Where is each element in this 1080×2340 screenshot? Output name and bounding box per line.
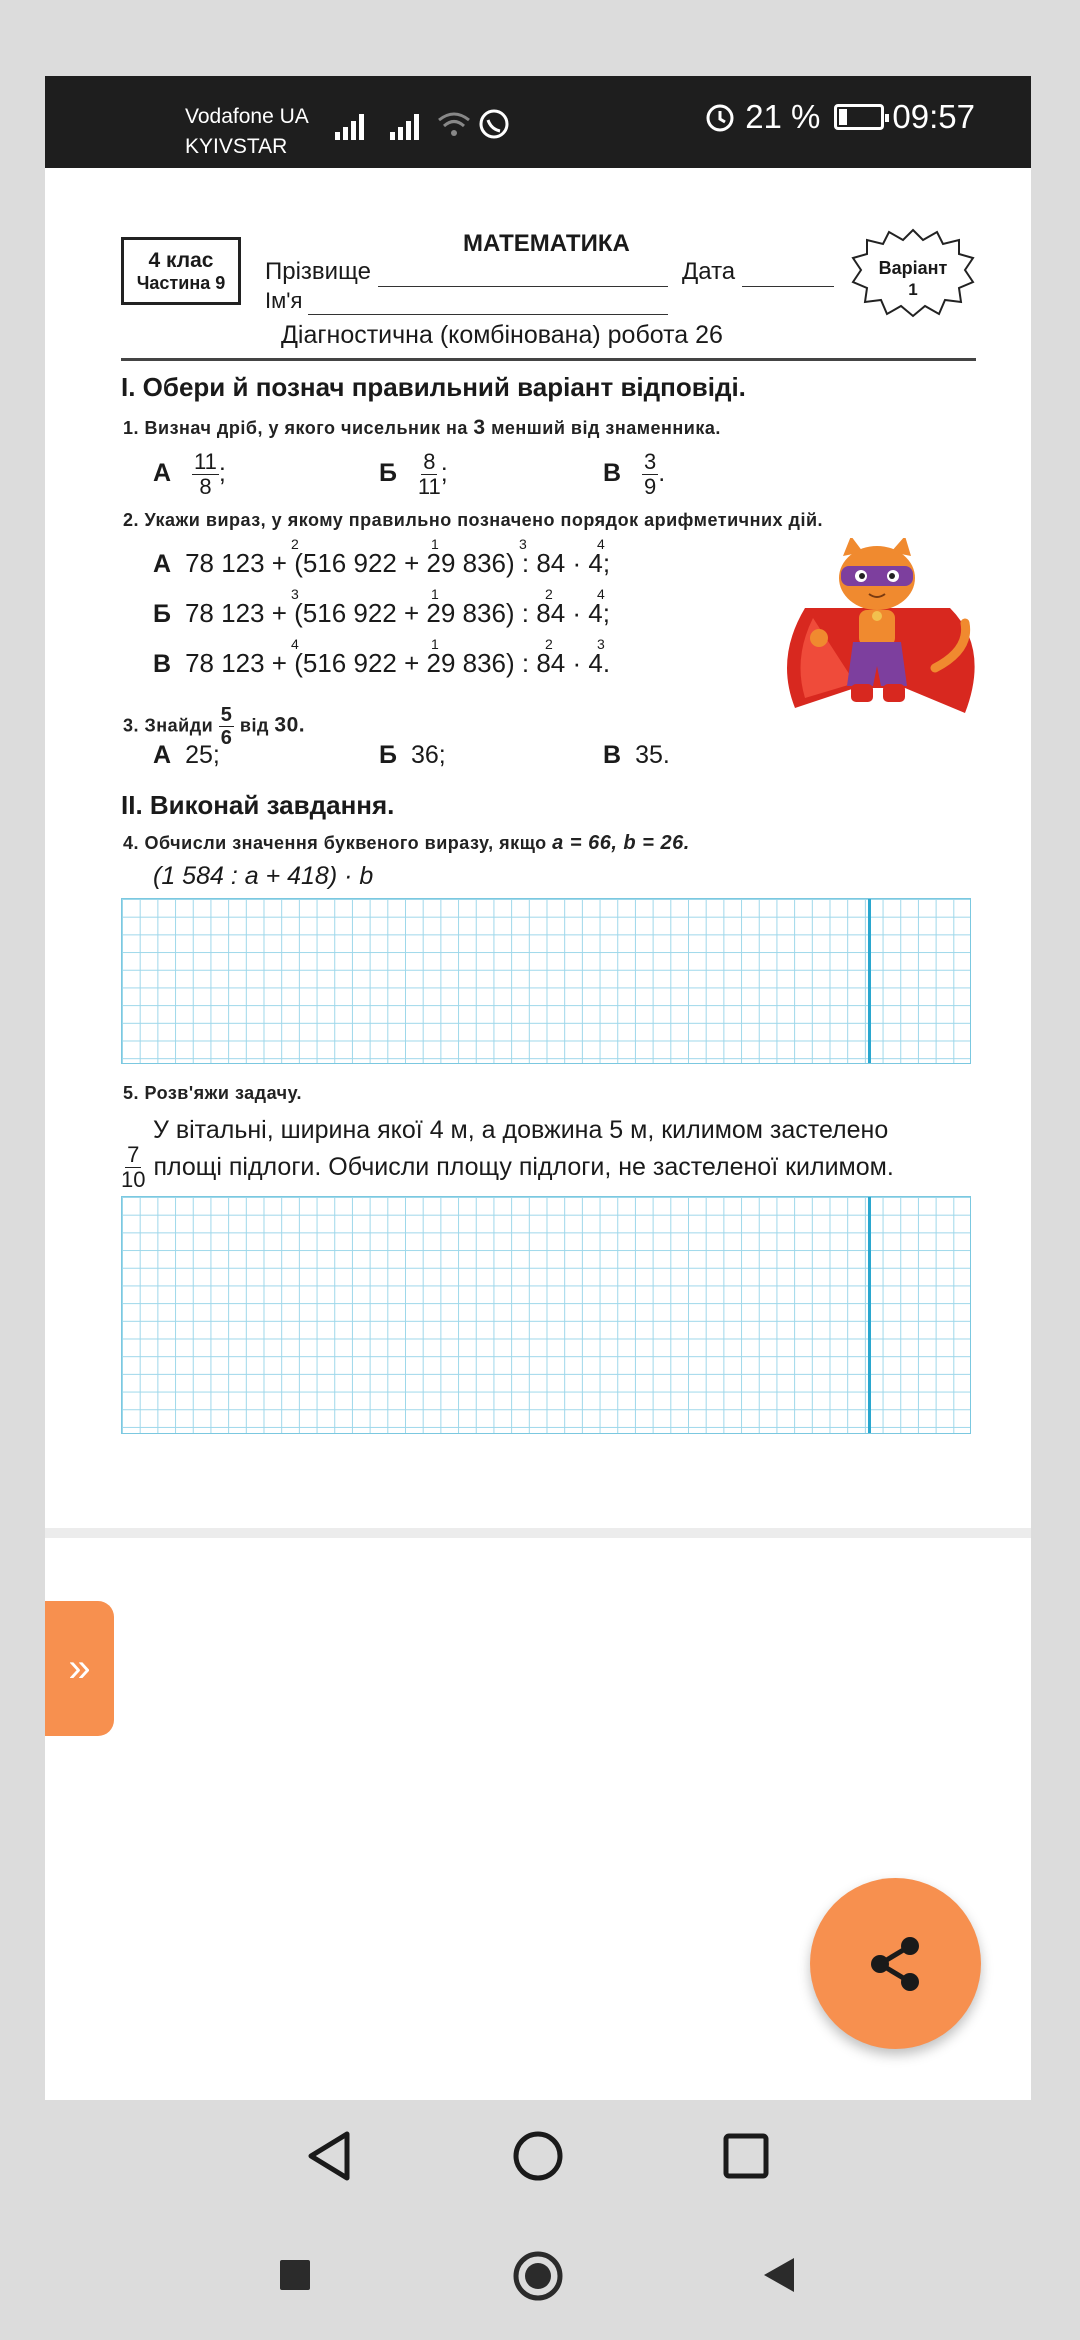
separator: .	[658, 459, 666, 488]
denominator: 6	[220, 727, 233, 749]
order-mark: 4	[291, 636, 299, 652]
home-icon[interactable]	[512, 2130, 564, 2182]
q3-option-c	[603, 741, 670, 770]
order-mark: 1	[431, 536, 439, 552]
q1-option-a	[153, 450, 226, 499]
order-mark: 2	[545, 636, 553, 652]
order-mark: 3	[519, 536, 527, 552]
q1-text: 1. Визнач дріб, у якого чисельник на	[123, 418, 468, 438]
class-box	[121, 237, 241, 305]
q3-option-b	[379, 741, 446, 770]
separator: ;	[440, 459, 448, 488]
signal-2-icon	[390, 114, 426, 140]
q1-bold: 3	[473, 416, 486, 439]
question-5: 5. Розв'яжи задачу.	[123, 1083, 303, 1103]
worksheet-image	[45, 168, 1031, 1528]
q4-expression: (1 584 : a + 418) · b	[153, 862, 374, 890]
surname-field	[265, 258, 668, 287]
order-mark: 3	[597, 636, 605, 652]
q2-option-c	[153, 648, 610, 679]
fraction	[219, 704, 235, 749]
section-2-title: II. Виконай завдання.	[121, 790, 395, 820]
order-mark: 1	[431, 636, 439, 652]
separator: ;	[218, 459, 226, 488]
share-button[interactable]	[810, 1878, 981, 2049]
question-1	[123, 416, 721, 440]
date-field	[682, 258, 834, 287]
denominator: 9	[644, 474, 657, 499]
stop-icon[interactable]	[278, 2258, 312, 2292]
option-value: 35.	[635, 741, 670, 769]
signal-icon	[335, 114, 371, 140]
expression: 78 123 + (516 922 + 29 836) : 84 · 4;	[184, 598, 610, 628]
q1-option-c	[603, 450, 665, 499]
option-letter: В	[603, 741, 622, 769]
option-letter: А	[153, 459, 172, 488]
option-letter: Б	[153, 600, 171, 628]
option-letter: В	[153, 650, 172, 678]
numerator: 8	[423, 449, 436, 474]
chevron-double-right-icon: »	[68, 1646, 91, 1690]
fraction	[121, 1143, 145, 1192]
name-line	[308, 288, 668, 315]
option-letter: Б	[379, 741, 397, 769]
play-back-icon[interactable]	[762, 2256, 796, 2294]
header-rule	[121, 358, 976, 361]
grid-margin-line	[868, 899, 871, 1063]
q1-text2: менший від знаменника.	[491, 418, 721, 438]
option-value: 25;	[185, 741, 220, 769]
viber-icon	[477, 108, 511, 142]
numerator: 5	[220, 704, 233, 726]
order-mark: 3	[291, 586, 299, 602]
question-2: 2. Укажи вираз, у якому правильно позначено порядок арифметичних дій.	[123, 510, 824, 530]
subject-title: МАТЕМАТИКА	[463, 230, 630, 257]
name-field	[265, 288, 668, 315]
alarm-icon	[703, 100, 737, 134]
app-frame	[45, 76, 1031, 2100]
surname-label: Прізвище	[265, 258, 371, 285]
q4-answer-grid[interactable]	[121, 898, 971, 1064]
option-letter: А	[153, 550, 172, 578]
numerator: 11	[194, 449, 217, 474]
variant-label: Варіант	[878, 258, 948, 278]
part-label: Частина 9	[136, 272, 226, 293]
variant-number: 1	[908, 280, 918, 299]
order-mark: 4	[597, 586, 605, 602]
class-label: 4 клас	[148, 248, 214, 272]
order-mark: 1	[431, 586, 439, 602]
section-1-title: I. Обери й познач правильний варіант відповіді.	[121, 372, 746, 402]
carrier-info	[185, 102, 309, 162]
denominator: 11	[417, 474, 441, 499]
fraction	[192, 450, 219, 499]
numerator: 7	[127, 1142, 140, 1167]
record-icon[interactable]	[512, 2250, 564, 2302]
q3-text2: від	[239, 715, 269, 736]
q1-option-b	[379, 450, 448, 499]
question-4	[123, 832, 690, 855]
battery-percent: 21 %	[745, 98, 821, 135]
clock: 09:57	[892, 98, 975, 135]
status-right	[703, 98, 975, 136]
denominator: 10	[121, 1167, 146, 1192]
surname-line	[378, 258, 668, 287]
option-letter: В	[603, 459, 622, 488]
name-label: Ім'я	[265, 288, 303, 313]
fraction	[418, 450, 441, 499]
denominator: 8	[199, 474, 212, 499]
wifi-icon	[437, 110, 471, 140]
carrier-1: Vodafone UA	[185, 105, 309, 128]
q5-line-1: У вітальні, ширина якої 4 м, а довжина 5 м, килимом застелено	[153, 1116, 889, 1144]
numerator: 3	[644, 449, 657, 474]
date-label: Дата	[682, 258, 736, 285]
cat-hero-illustration	[765, 538, 1000, 738]
option-letter: Б	[379, 459, 397, 488]
expression: 78 123 + (516 922 + 29 836) : 84 · 4;	[185, 548, 611, 578]
content-divider	[45, 1528, 1031, 1538]
side-drawer-tab[interactable]	[45, 1601, 114, 1736]
work-title: Діагностична (комбінована) робота 26	[281, 321, 723, 349]
variant-badge	[851, 228, 975, 318]
q2-option-a	[153, 548, 610, 579]
recents-icon[interactable]	[722, 2132, 770, 2180]
q3-text: 3. Знайди	[123, 715, 214, 736]
fraction	[642, 450, 658, 499]
q5-answer-grid[interactable]	[121, 1196, 971, 1434]
battery-icon	[834, 104, 884, 130]
q3-option-a	[153, 741, 220, 770]
expression: 78 123 + (516 922 + 29 836) : 84 · 4.	[185, 648, 611, 678]
q5-line-2-text: площі підлоги. Обчисли площу підлоги, не застеленої килимом.	[153, 1153, 894, 1181]
option-letter: А	[153, 741, 172, 769]
q5-line-2	[121, 1143, 894, 1192]
date-line	[742, 258, 834, 287]
carrier-2: KYIVSTAR	[185, 135, 288, 158]
back-icon[interactable]	[305, 2130, 353, 2182]
order-mark: 4	[597, 536, 605, 552]
option-value: 36;	[410, 741, 446, 769]
order-mark: 2	[545, 586, 553, 602]
system-nav-bar	[0, 2100, 1080, 2340]
q3-bold: 30.	[274, 713, 306, 737]
q4-vars: a = 66, b = 26.	[552, 832, 690, 854]
grid-margin-line	[868, 1197, 871, 1433]
share-icon	[864, 1932, 928, 1996]
q2-option-b	[153, 598, 610, 629]
q4-text: 4. Обчисли значення буквеного виразу, якщо	[123, 833, 547, 853]
order-mark: 2	[291, 536, 299, 552]
status-bar	[45, 76, 1031, 168]
